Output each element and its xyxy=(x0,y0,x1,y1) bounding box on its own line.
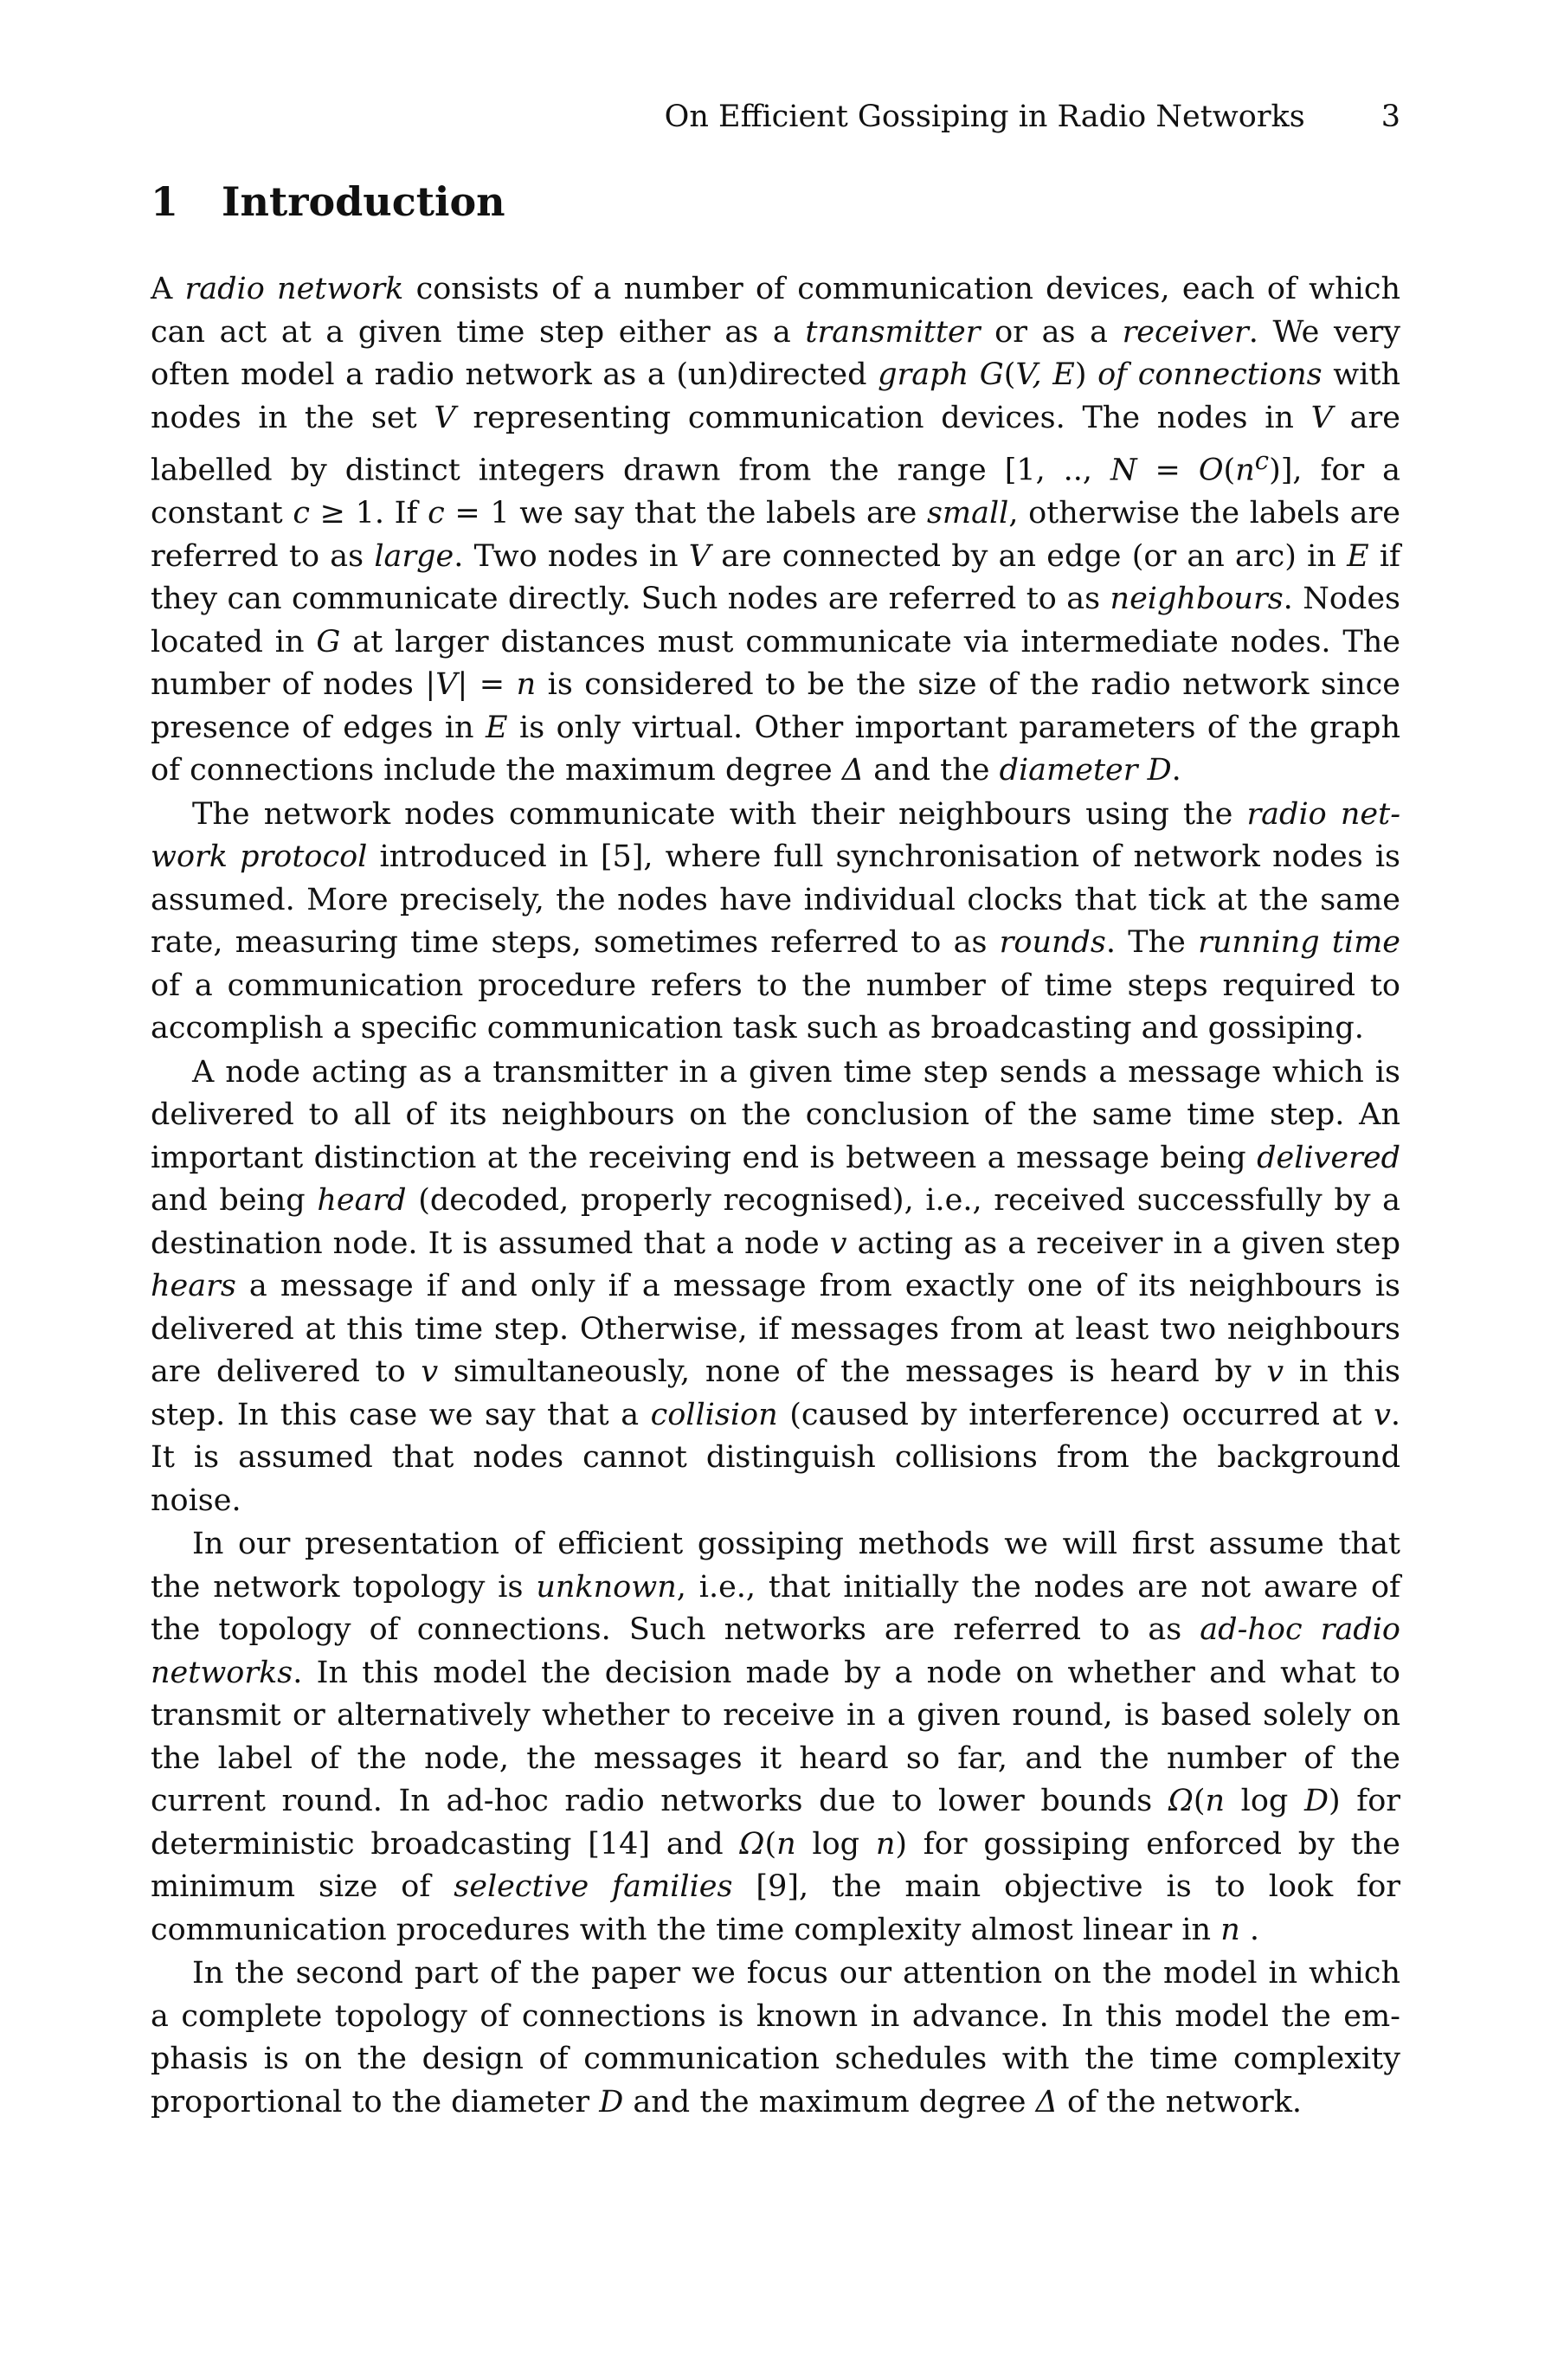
math: Δ xyxy=(841,753,865,788)
text: consists of a number of communication devices, each of which can act at a given time step either as a xyxy=(151,272,1400,350)
emphasis: collision xyxy=(650,1397,778,1432)
text: In our presentation of efficient gossiping methods we will first assume that the network topology is xyxy=(151,1527,1400,1605)
math: D xyxy=(599,2084,624,2119)
emphasis: hears xyxy=(151,1269,236,1304)
text: . It is assumed that nodes cannot distinguish collisions from the background noise. xyxy=(151,1397,1400,1518)
text: and being xyxy=(151,1183,318,1219)
text: at larger distances must communicate via intermediate nodes. The number of nodes | xyxy=(151,624,1401,703)
text: , otherwise the labels are referred to as xyxy=(151,496,1400,574)
text: . In this model the decision made by a node on whether and what to transmit or alternatively whether to receive in a given round, is based solely on the label of the node, the messages it heard so far, and the number of the current round. In ad-hoc radio networks due to lower bounds xyxy=(151,1655,1400,1819)
math: O xyxy=(1198,453,1224,488)
text: . xyxy=(1239,1912,1259,1947)
text: (caused by interference) occurred at xyxy=(777,1397,1374,1432)
math: N xyxy=(1110,453,1137,488)
section-heading xyxy=(151,175,505,228)
text: and the xyxy=(864,753,1000,788)
math-superscript: c xyxy=(1254,446,1270,475)
text: is considered to be the size of the radio network since presence of edges in xyxy=(151,667,1400,745)
text: are connected by an edge (or an arc) in xyxy=(711,538,1348,574)
text: log xyxy=(795,1826,876,1862)
math: V xyxy=(435,667,458,703)
math: E xyxy=(486,710,508,745)
text: in this step. In this case we say that a xyxy=(151,1354,1400,1432)
running-head-title: On Efficient Gossiping in Radio Networks xyxy=(664,100,1305,134)
math: n xyxy=(516,667,537,703)
section-body xyxy=(151,268,1400,2124)
math: v xyxy=(829,1225,847,1261)
math: Ω xyxy=(739,1826,765,1862)
emphasis: diameter xyxy=(999,753,1138,788)
math: V, E xyxy=(1015,357,1075,392)
text: and the maximum degree xyxy=(623,2084,1036,2119)
math: Ω xyxy=(1168,1784,1194,1819)
text: . Two nodes in xyxy=(454,538,689,574)
paragraph-5 xyxy=(151,1952,1400,2124)
text: )], for a constant xyxy=(151,453,1401,531)
math: v xyxy=(421,1354,439,1390)
math: v xyxy=(1374,1397,1391,1432)
section-number: 1 xyxy=(151,178,179,225)
text: , i.e., that initially the nodes are not aware of the topology of connections. Such networks are referred to as xyxy=(151,1569,1400,1648)
text: acting as a receiver in a given step xyxy=(846,1225,1400,1261)
emphasis: unknown xyxy=(536,1569,677,1605)
text: ) xyxy=(1074,357,1098,392)
text: or as a xyxy=(980,314,1123,350)
emphasis: graph xyxy=(878,357,969,392)
math: V xyxy=(434,400,456,435)
text: are labelled by distinct integers drawn from the range [1, .., xyxy=(151,400,1400,488)
emphasis: heard xyxy=(317,1183,407,1219)
math: D xyxy=(1303,1784,1329,1819)
math: V xyxy=(1310,400,1333,435)
paragraph-4 xyxy=(151,1523,1400,1952)
math: n xyxy=(776,1826,796,1862)
paragraph-2 xyxy=(151,794,1400,1051)
text: . Nodes located in xyxy=(151,582,1400,659)
emphasis: radio network xyxy=(184,272,404,306)
emphasis: large xyxy=(374,538,454,574)
emphasis: delivered xyxy=(1257,1140,1400,1175)
paragraph-1 xyxy=(151,268,1400,793)
math: n xyxy=(875,1826,896,1862)
text: ) for gossiping enforced by the minimum size of xyxy=(151,1826,1400,1905)
section-title: Introduction xyxy=(222,178,505,225)
running-head xyxy=(665,97,1400,137)
text: . The xyxy=(1105,925,1199,961)
paragraph-3 xyxy=(151,1052,1400,1523)
math: n xyxy=(1220,1912,1240,1947)
emphasis: rounds xyxy=(999,925,1106,961)
text: ≥ 1. If xyxy=(309,496,428,531)
text: ( xyxy=(1223,453,1236,488)
emphasis: selective families xyxy=(454,1869,733,1905)
math: E xyxy=(1347,538,1369,574)
text: A xyxy=(151,272,185,306)
text: representing communication devices. The nodes in xyxy=(455,400,1311,435)
math: n xyxy=(1205,1784,1226,1819)
math: G xyxy=(979,357,1004,392)
text: . We very often model a radio network as a (un)directed xyxy=(151,314,1400,392)
text: [9], the main objective is to look for communication procedures with the time complexity almost linear in xyxy=(151,1869,1400,1947)
text: . xyxy=(1171,753,1181,788)
math: G xyxy=(316,624,341,659)
text: simultaneously, none of the messages is heard by xyxy=(438,1354,1267,1390)
text: ( xyxy=(764,1826,777,1862)
text: ( xyxy=(1193,1784,1206,1819)
page-number: 3 xyxy=(1380,100,1400,134)
emphasis: small xyxy=(926,496,1009,531)
math: c xyxy=(293,496,310,531)
math: D xyxy=(1147,753,1172,788)
math: Δ xyxy=(1035,2084,1058,2119)
text: ( xyxy=(1003,357,1016,392)
text: The network nodes communicate with their neighbours using the xyxy=(192,796,1247,832)
math-expression xyxy=(1168,1784,1329,1818)
text: ) for deterministic broadcasting [14] and xyxy=(151,1784,1401,1862)
text: is only virtual. Other important parameters of the graph of connections include the maximum degree xyxy=(151,710,1401,788)
text: of a communication procedure refers to the number of time steps required to accomplish a specific communication task such as broadcasting and gossiping. xyxy=(151,968,1400,1046)
text: log xyxy=(1225,1784,1304,1819)
math: n xyxy=(1235,453,1255,488)
text: if they can communicate directly. Such nodes are referred to as xyxy=(151,538,1400,617)
text: A node acting as a transmitter in a given time step sends a message which is delivered to all of its neighbours on the conclusion of the same time step. An important distinction at the receiving end is between a message being xyxy=(151,1054,1400,1175)
text: = xyxy=(1136,453,1199,488)
math: V xyxy=(688,538,711,574)
text: = 1 we say that the labels are xyxy=(444,496,927,531)
emphasis: of connections xyxy=(1097,357,1323,392)
text: of the network. xyxy=(1057,2084,1303,2119)
math: v xyxy=(1266,1354,1284,1390)
emphasis: neighbours xyxy=(1110,582,1284,617)
text: In the second part of the paper we focus our attention on the model in which a complete topology of connections is known in advance. In this model the emphasis is on the design of communication schedules with the time complexity proportional to the diameter xyxy=(151,1956,1400,2119)
math: c xyxy=(428,496,445,531)
text: introduced in [5], where full synchronisation of network nodes is assumed. More precisely, the nodes have individual clocks that tick at the same rate, measuring time steps, sometimes referred to as xyxy=(151,839,1400,961)
text: a message if and only if a message from exactly one of its neighbours is delivered at this time step. Otherwise, if messages from at least two neighbours are delivered to xyxy=(151,1269,1400,1390)
text: (decoded, properly recognised), i.e., received successfully by a destination node. It is assumed that a node xyxy=(151,1183,1400,1261)
emphasis: transmitter xyxy=(805,314,981,350)
emphasis: ad-hoc radio networks xyxy=(151,1612,1400,1690)
emphasis: receiver xyxy=(1122,314,1249,350)
emphasis: running time xyxy=(1198,925,1401,961)
text: | = xyxy=(457,667,517,703)
emphasis: radio network protocol xyxy=(151,796,1401,875)
text: with nodes in the set xyxy=(151,357,1401,435)
math-expression xyxy=(739,1827,895,1862)
